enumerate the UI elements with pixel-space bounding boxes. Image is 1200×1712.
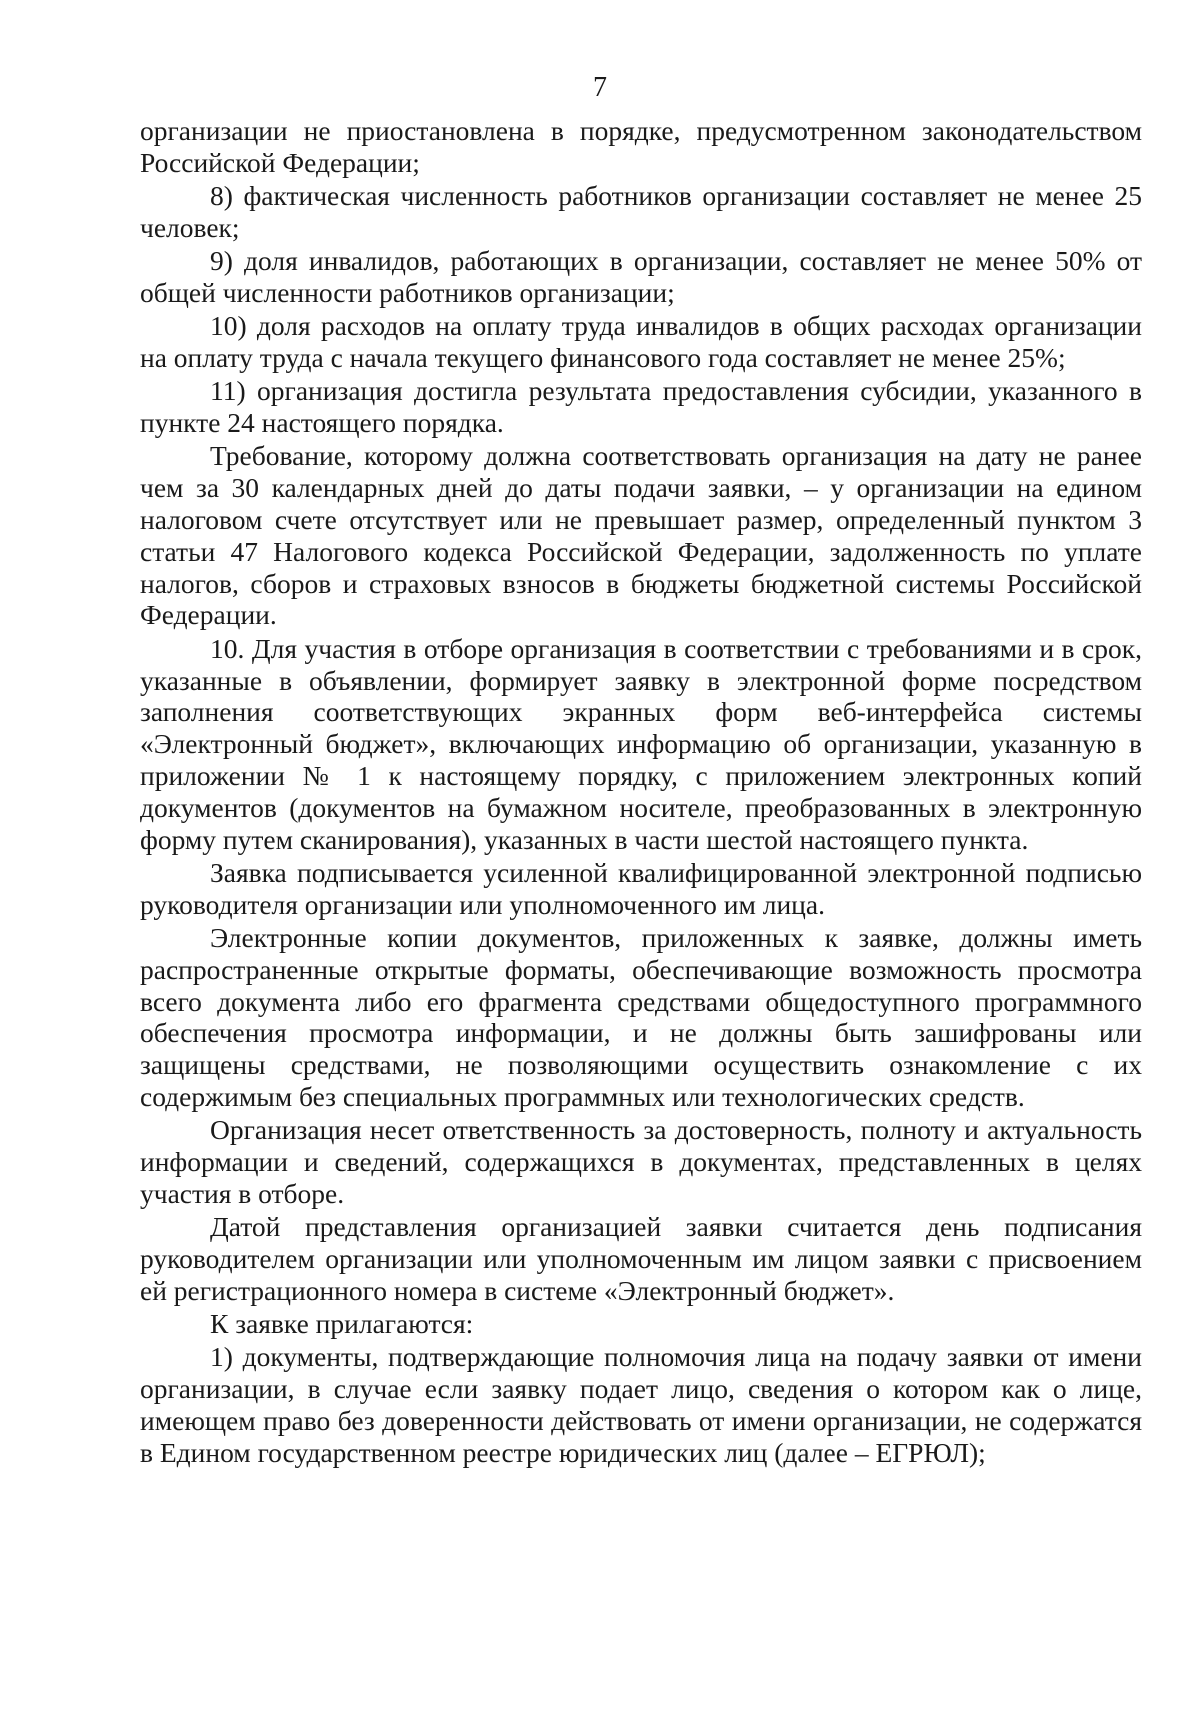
paragraph-item-9: 9) доля инвалидов, работающих в организации, составляет не менее 50% от общей численности работников организации;: [140, 245, 1142, 308]
paragraph-item-11: 11) организация достигла результата предоставления субсидии, указанного в пункте 24 настоящего порядка.: [140, 375, 1142, 439]
paragraph-responsibility: Организация несет ответственность за достоверность, полноту и актуальность информации и сведений, содержащихся в документах, представленных в целях участия в отборе.: [140, 1114, 1142, 1209]
paragraph-attachments-heading: К заявке прилагаются:: [210, 1307, 474, 1339]
paragraph-item-8: 8) фактическая численность работников организации составляет не менее 25 человек;: [140, 180, 1142, 243]
paragraph-submission-date: Датой представления организацией заявки считается день подписания руководителем организации или уполномоченным им лицом заявки с присвоением ей регистрационного номера в системе «Электронный бюджет».: [140, 1211, 1142, 1306]
paragraph-clause-10: 10. Для участия в отборе организация в соответствии с требованиями и в срок, указанные в объявлении, формирует заявку в электронной форме посредством заполнения соответствующих экранных форм веб-интерфейса системы «Электронный бюджет», включающих информацию об организации, указанную в приложении № 1 к настоящему порядку, с приложением электронных копий документов (документов на бумажном носителе, преобразованных в электронную форму путем сканирования), указанных в части шестой настоящего пункта.: [140, 632, 1142, 855]
paragraph-electronic-copies: Электронные копии документов, приложенных к заявке, должны иметь распространенные открытые форматы, обеспечивающие возможность просмотра всего документа либо его фрагмента средствами общедоступного программного обеспечения просмотра информации, и не должны быть зашифрованы или защищены средствами, не позволяющими осуществить ознакомление с их содержимым без специальных программных или технологических средств.: [140, 921, 1142, 1112]
document-body: [140, 115, 1142, 1470]
paragraph-attachment-1: 1) документы, подтверждающие полномочия лица на подачу заявки от имени организации, в случае если заявку подает лицо, сведения о котором как о лице, имеющем право без доверенности действовать от имени организации, не содержатся в Едином государственном реестре юридических лиц (далее – ЕГРЮЛ);: [140, 1341, 1142, 1468]
paragraph-continuation: организации не приостановлена в порядке, предусмотренном законодательством Российской Федерации;: [140, 115, 1142, 178]
paragraph-requirement: Требование, которому должна соответствовать организация на дату не ранее чем за 30 календарных дней до даты подачи заявки, – у организации на едином налоговом счете отсутствует или не превышает размер, определенный пунктом 3 статьи 47 Налогового кодекса Российской Федерации, задолженность по уплате налогов, сборов и страховых взносов в бюджеты бюджетной системы Российской Федерации.: [140, 440, 1142, 631]
paragraph-item-10: 10) доля расходов на оплату труда инвалидов в общих расходах организации на оплату труда с начала текущего финансового года составляет не менее 25%;: [140, 310, 1142, 374]
paragraph-signature: Заявка подписывается усиленной квалифицированной электронной подписью руководителя организации или уполномоченного им лица.: [140, 856, 1142, 920]
page-number: 7: [593, 72, 607, 103]
